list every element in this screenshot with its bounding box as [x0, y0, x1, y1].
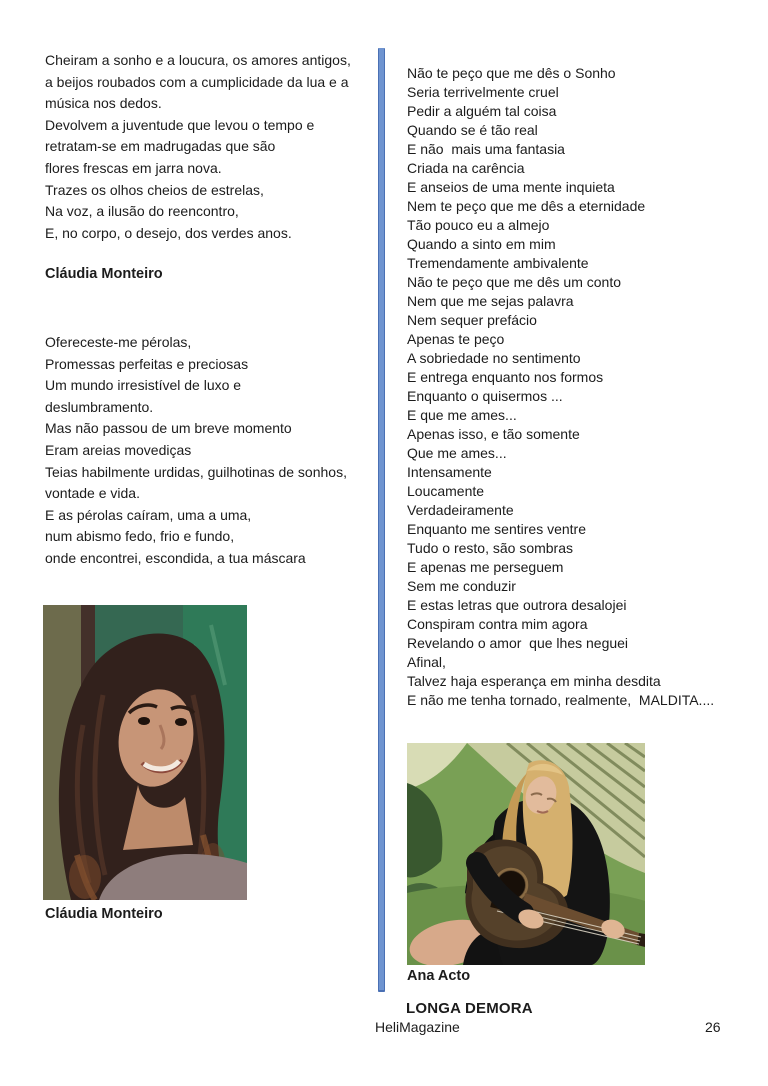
poem-line: A sobriedade no sentimento	[407, 350, 581, 366]
poem-line: Nem te peço que me dês a eternidade	[407, 198, 646, 214]
poem-line: E não me tenha tornado, realmente, MALDITA....	[407, 692, 715, 708]
poem1-author: Cláudia Monteiro	[45, 266, 163, 282]
poem-line: Um mundo irresistível de luxo e	[45, 377, 242, 394]
poem-line: Eram areias movediças	[45, 441, 192, 458]
poem-line: vontade e vida.	[45, 485, 140, 502]
photo1-caption: Cláudia Monteiro	[45, 906, 163, 922]
poem-line: Tremendamente ambivalente	[407, 255, 589, 271]
poem-line: flores frescas em jarra nova.	[45, 159, 222, 176]
poem-line: Intensamente	[407, 464, 492, 480]
poem-line: a beijos roubados com a cumplicidade da lua e a	[45, 73, 349, 90]
photo2-caption: Ana Acto	[407, 968, 471, 984]
poem-line: Ofereceste-me pérolas,	[45, 334, 192, 350]
poem-line: Conspiram contra mim agora	[407, 616, 588, 632]
poem-line: Não te peço que me dês o Sonho	[407, 65, 616, 81]
poem-line: Promessas perfeitas e preciosas	[45, 355, 249, 372]
poem-line: Afinal,	[407, 654, 446, 670]
photo-claudia-monteiro	[43, 605, 247, 900]
poem-line: Na voz, a ilusão do reencontro,	[45, 203, 239, 220]
poem-amores-antigos	[45, 50, 351, 244]
poem-line: música nos dedos.	[45, 95, 162, 112]
poem-line: Loucamente	[407, 483, 485, 499]
poem-line: Quando se é tão real	[407, 122, 538, 138]
poem-line: Tão pouco eu a almejo	[407, 217, 550, 233]
poem-line: Não te peço que me dês um conto	[407, 274, 622, 290]
poem-line: E apenas me perseguem	[407, 559, 564, 575]
poem-line: E as pérolas caíram, uma a uma,	[45, 506, 252, 523]
poem-line: Devolvem a juventude que levou o tempo e	[45, 116, 315, 133]
poem-line: Nem que me sejas palavra	[407, 293, 574, 309]
poem-line: Criada na carência	[407, 160, 525, 176]
photo-ana-acto	[407, 743, 645, 965]
poem-line: Revelando o amor que lhes neguei	[407, 635, 629, 651]
poem-perolas	[45, 332, 347, 570]
poem-line: Que me ames...	[407, 445, 507, 461]
poem-line: E não mais uma fantasia	[407, 141, 565, 157]
poem-line: deslumbramento.	[45, 398, 154, 415]
poem-line: Trazes os olhos cheios de estrelas,	[45, 181, 264, 198]
poem-line: Sem me conduzir	[407, 578, 516, 594]
section-title-longa-demora: LONGA DEMORA	[406, 1000, 533, 1017]
poem-line: Enquanto me sentires ventre	[407, 521, 586, 537]
poem-line: onde encontrei, escondida, a tua máscara	[45, 549, 306, 566]
column-divider	[378, 48, 385, 992]
poem-line: E que me ames...	[407, 407, 517, 423]
poem-line: Pedir a alguém tal coisa	[407, 103, 557, 119]
poem-line: E anseios de uma mente inquieta	[407, 179, 615, 195]
poem-longa-demora	[407, 64, 714, 710]
poem-line: Enquanto o quisermos ...	[407, 388, 563, 404]
poem-line: Cheiram a sonho e a loucura, os amores antigos,	[45, 52, 351, 68]
poem-line: retratam-se em madrugadas que são	[45, 138, 276, 155]
poem-line: Apenas isso, e tão somente	[407, 426, 580, 442]
poem-line: Nem sequer prefácio	[407, 312, 537, 328]
poem-line: Teias habilmente urdidas, guilhotinas de sonhos,	[45, 463, 347, 480]
poem-line: Talvez haja esperança em minha desdita	[407, 673, 661, 689]
poem-line: Quando a sinto em mim	[407, 236, 556, 252]
poem-line: Verdadeiramente	[407, 502, 514, 518]
poem-line: Tudo o resto, são sombras	[407, 540, 574, 556]
poem-line: E entrega enquanto nos formos	[407, 369, 604, 385]
poem-line: Mas não passou de um breve momento	[45, 420, 292, 437]
poem-line: E estas letras que outrora desalojei	[407, 597, 627, 613]
poem-line: Seria terrivelmente cruel	[407, 84, 559, 100]
poem-line: num abismo fedo, frio e fundo,	[45, 528, 235, 545]
poem-line: Apenas te peço	[407, 331, 505, 347]
footer-magazine-name: HeliMagazine	[375, 1019, 460, 1035]
poem-line: E, no corpo, o desejo, dos verdes anos.	[45, 224, 292, 241]
footer-page-number: 26	[705, 1019, 721, 1035]
